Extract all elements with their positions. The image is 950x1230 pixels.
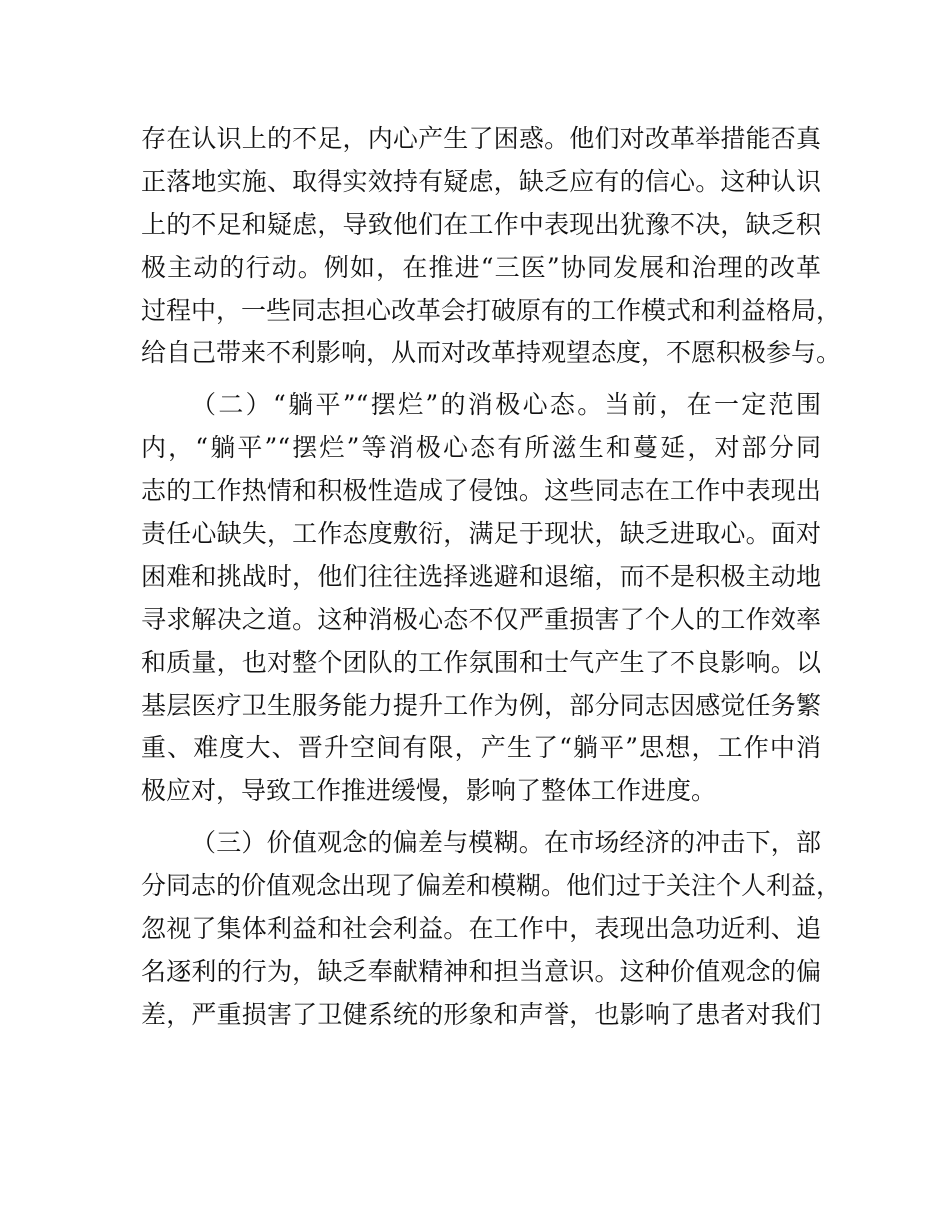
text-line: 基层医疗卫生服务能力提升工作为例，部分同志因感觉任务繁 bbox=[141, 690, 821, 720]
text-line: 分同志的价值观念出现了偏差和模糊。他们过于关注个人利益， bbox=[141, 871, 842, 901]
text-line: 忽视了集体利益和社会利益。在工作中，表现出急功近利、追 bbox=[141, 914, 821, 944]
document-body bbox=[141, 118, 842, 1037]
text-line: 重、难度大、晋升空间有限，产生了“躺平”思想，工作中消 bbox=[141, 733, 821, 763]
text-line: 存在认识上的不足，内心产生了困惑。他们对改革举措能否真 bbox=[141, 124, 821, 153]
paragraph-section-3 bbox=[141, 822, 842, 1036]
text-line: 给自己带来不利影响，从而对改革持观望态度，不愿积极参与。 bbox=[141, 338, 842, 368]
text-line: 正落地实施、取得实效持有疑虑，缺乏应有的信心。这种认识 bbox=[141, 166, 821, 196]
text-line: 寻求解决之道。这种消极心态不仅严重损害了个人的工作效率 bbox=[141, 604, 821, 634]
text-line: 责任心缺失，工作态度敷衍，满足于现状，缺乏进取心。面对 bbox=[141, 519, 821, 549]
text-line: 差，严重损害了卫健系统的形象和声誉，也影响了患者对我们 bbox=[141, 999, 821, 1029]
text-line: 上的不足和疑虑，导致他们在工作中表现出犹豫不决，缺乏积 bbox=[141, 209, 821, 239]
text-line: 志的工作热情和积极性造成了侵蚀。这些同志在工作中表现出 bbox=[141, 476, 821, 506]
text-line: 困难和挑战时，他们往往选择逃避和退缩，而不是积极主动地 bbox=[141, 561, 821, 591]
paragraph-spacer bbox=[141, 375, 821, 384]
paragraph-section-2 bbox=[141, 384, 821, 813]
text-line: 内，“躺平”“摆烂”等消极心态有所滋生和蔓延，对部分同 bbox=[141, 433, 821, 463]
text-line: 和质量，也对整个团队的工作氛围和士气产生了不良影响。以 bbox=[141, 647, 821, 677]
text-line: （二）“躺平”“摆烂”的消极心态。当前，在一定范围 bbox=[191, 390, 821, 420]
text-line: 名逐利的行为，缺乏奉献精神和担当意识。这种价值观念的偏 bbox=[141, 956, 821, 986]
text-line: 极应对，导致工作推进缓慢，影响了整体工作进度。 bbox=[141, 776, 717, 806]
paragraph-spacer bbox=[141, 813, 821, 822]
text-line: （三）价值观念的偏差与模糊。在市场经济的冲击下，部 bbox=[191, 828, 821, 858]
text-line: 极主动的行动。例如，在推进“三医”协同发展和治理的改革 bbox=[141, 252, 821, 282]
text-line: 过程中，一些同志担心改革会打破原有的工作模式和利益格局， bbox=[141, 295, 842, 325]
paragraph-continuation bbox=[141, 118, 842, 375]
